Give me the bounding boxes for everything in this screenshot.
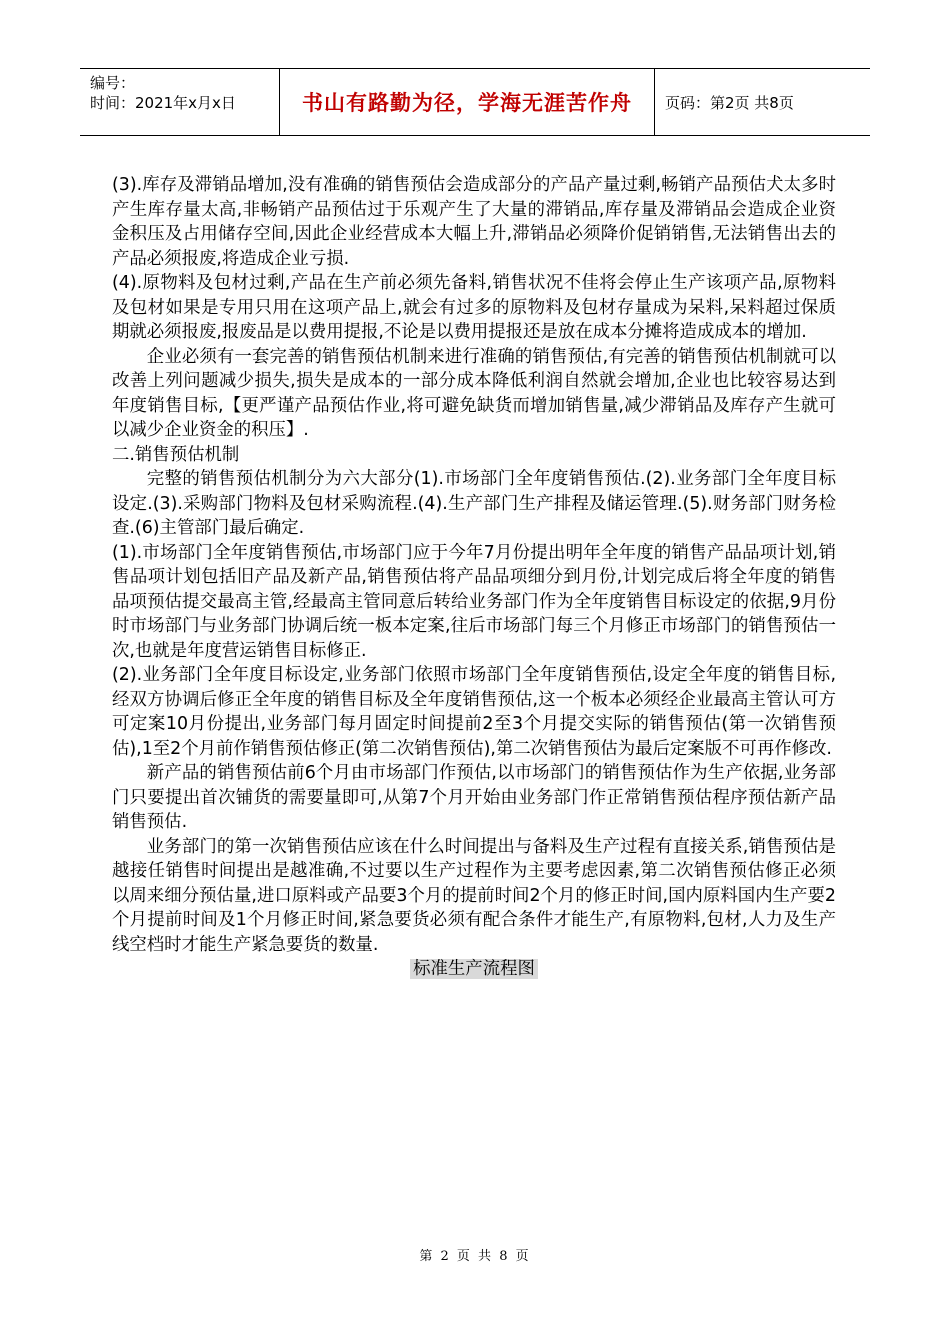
header-page-info: 页码：第2页 共8页: [665, 93, 794, 112]
figure-caption-text: 标准生产流程图: [410, 959, 538, 979]
document-body: [112, 173, 836, 982]
paragraph-sales-target: (2).业务部门全年度目标设定,业务部门依照市场部门全年度销售预估,设定全年度的销售目标,经双方协调后修正全年度的销售目标及全年度销售预估,这一个板本必须经企业最高主管认可方可定案10月份提出,业务部门每月固定时间提前2至3个月提交实际的销售预估(第一次销售预估),1至2个月前作销售预估修正(第二次销售预估),第二次销售预估为最后定案版不可再作修改.: [112, 665, 836, 759]
paragraph-inventory-surplus: (3).库存及滞销品增加,没有准确的销售预估会造成部分的产品产量过剩,畅销产品预估犬太多时产生库存量太高,非畅销产品预估过于乐观产生了大量的滞销品,库存量及滞销品会造成企业资金积压及占用储存空间,因此企业经营成本大幅上升,滞销品必须降价促销销售,无法销售出去的产品必须报废,将造成企业亏损.: [112, 175, 836, 269]
paragraph-six-parts: 完整的销售预估机制分为六大部分(1).市场部门全年度销售预估.(2).业务部门全年度目标设定.(3).采购部门物料及包材采购流程.(4).生产部门生产排程及储运管理.(5).财务部门财务检查.(6)主管部门最后确定.: [112, 469, 836, 538]
paragraph-material-surplus: (4).原物料及包材过剩,产品在生产前必须先备料,销售状况不佳将会停止生产该项产品,原物料及包材如果是专用只用在这项产品上,就会有过多的原物料及包材存量成为呆料,呆料超过保质期就必须报废,报废品是以费用提报,不论是以费用提报还是放在成本分摊将造成成本的增加.: [112, 273, 836, 342]
header-number-label: 编号：: [90, 74, 136, 92]
paragraph-new-product-forecast: 新产品的销售预估前6个月由市场部门作预估,以市场部门的销售预估作为生产依据,业务部门只要提出首次铺货的需要量即可,从第7个月开始由业务部门作正常销售预估程序预估新产品销售预估.: [112, 763, 836, 832]
paragraph-first-forecast-timing: 业务部门的第一次销售预估应该在什么时间提出与备料及生产过程有直接关系,销售预估是越接任销售时间提出是越准确,不过要以生产过程作为主要考虑因素,第二次销售预估修正必须以周来细分预估量,进口原料或产品要3个月的提前时间2个月的修正时间,国内原料国内生产要2个月提前时间及1个月修正时间,紧急要货必须有配合条件才能生产,有原物料,包材,人力及生产线空档时才能生产紧急要货的数量.: [112, 836, 836, 955]
figure-caption-production-flow: [112, 957, 836, 982]
paragraph-forecast-mechanism-need: 企业必须有一套完善的销售预估机制来进行准确的销售预估,有完善的销售预估机制就可以改善上列问题减少损失,损失是成本的一部分成本降低利润自然就会增加,企业也比较容易达到年度销售目标,【更严谨产品预估作业,将可避免缺货而增加销售量,减少滞销品及库存产生就可以减少企业资金的积压】.: [112, 346, 836, 440]
header-meta-cell: [80, 69, 280, 135]
paragraph-market-forecast: (1).市场部门全年度销售预估,市场部门应于今年7月份提出明年全年度的销售产品品项计划,销售品项计划包括旧产品及新产品,销售预估将产品品项细分到月份,计划完成后将全年度的销售品项预估提交最高主管,经最高主管同意后转给业务部门作为全年度销售目标设定的依据,9月份时市场部门与业务部门协调后统一板本定案,往后市场部门每三个月修正市场部门的销售预估一次,也就是年度营运销售目标修正.: [112, 542, 836, 661]
page-footer: 第 2 页 共 8 页: [419, 1249, 531, 1264]
header-motto: 书山有路勤为径，学海无涯苦作舟: [280, 69, 655, 135]
header-date-label: 时间：2021年x月x日: [90, 94, 236, 112]
section-heading-forecast-mechanism: 二.销售预估机制: [112, 444, 240, 465]
document-header: [80, 68, 870, 136]
